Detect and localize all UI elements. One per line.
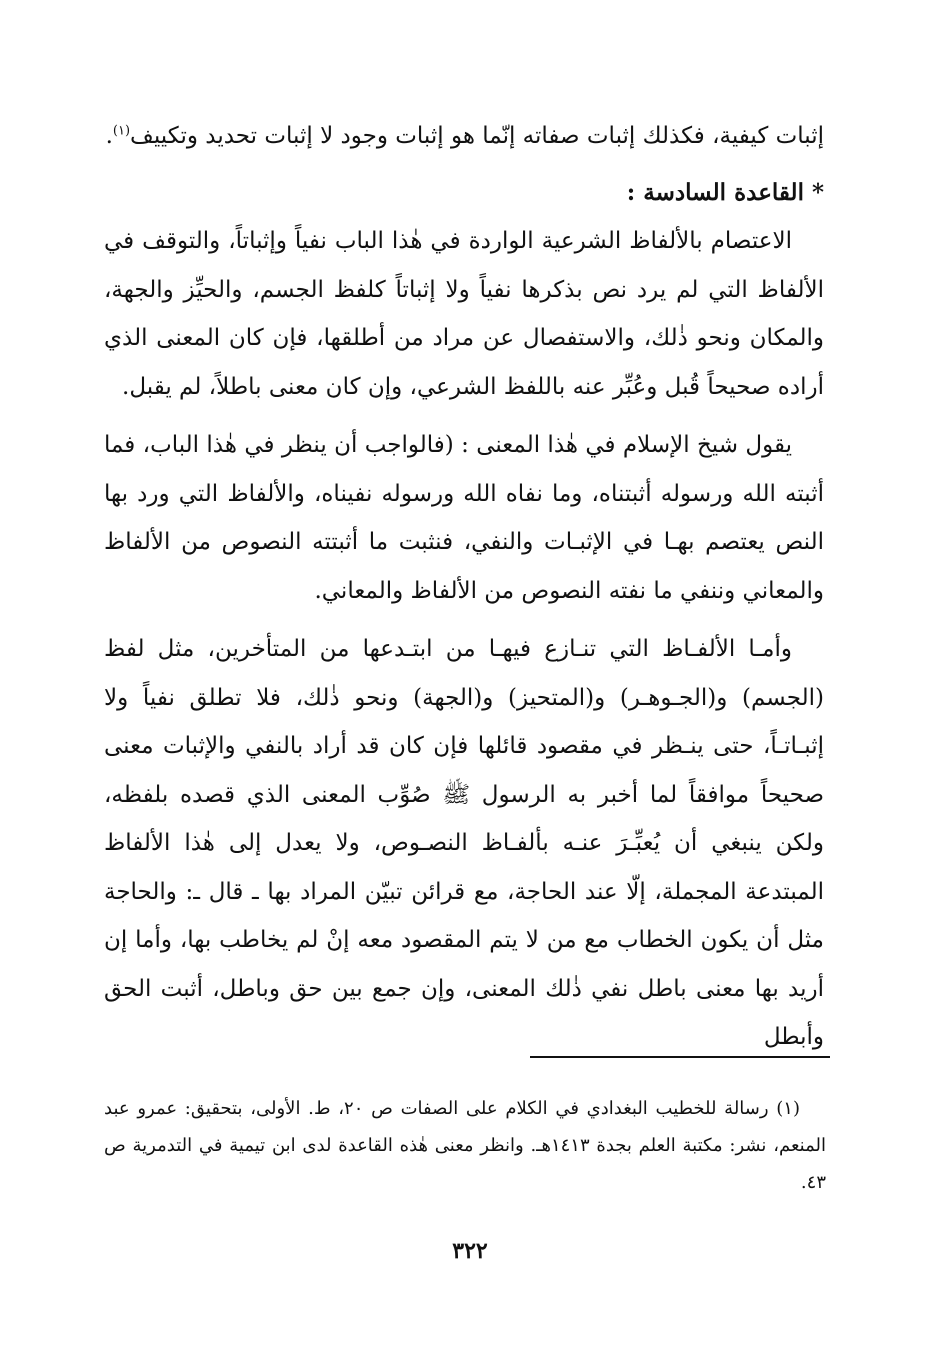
footnote-reference: (١) (112, 123, 131, 139)
page-number: ٣٢٢ (452, 1238, 488, 1264)
paragraph-continuation (104, 112, 824, 161)
footnote-text: (١) رسالة للخطيب البغدادي في الكلام على الصفات ص ٢٠، ط. الأولى، بتحقيق: عمرو عبد المنعم، نشر: مكتبة العلم بجدة ١٤١٣هـ. وانظر معنى هٰذه القاعدة لدى ابن تيمية في التدمرية ص ٤٣. (104, 1098, 826, 1193)
section-heading: * القاعدة السادسة : (626, 178, 824, 206)
paragraph-rule: الاعتصام بالألفاظ الشرعية الواردة في هٰذا الباب نفياً وإثباتاً، والتوقف في الألفاظ التي لم يرد نص بذكرها نفياً ولا إثباتاً كلفظ الجسم، والحيِّز والجهة، والمكان ونحو ذٰلك، والاستفصال عن مراد من أطلقها، فإن كان المعنى الذي أراده صحيحاً قُبل وعُبِّر عنه باللفظ الشرعي، وإن كان معنى باطلاً، لم يقبل. (104, 228, 824, 400)
paragraph-continuation-text: إثبات كيفية، فكذلك إثبات صفاته إنّما هو إثبات وجود لا إثبات تحديد وتكييف (130, 123, 824, 149)
footnote-separator (530, 1056, 830, 1058)
paragraph-quote: يقول شيخ الإسلام في هٰذا المعنى : (فالواجب أن ينظر في هٰذا الباب، فما أثبته الله ورسوله أثبتناه، وما نفاه الله ورسوله نفيناه، والألفاظ التي ورد بها النص يعتصم بهـا في الإثبـات والنفي، فنثبت ما أثبتته النصوص من الألفاظ والمعاني وننفي ما نفته النصوص من الألفاظ والمعاني. (104, 432, 824, 604)
paragraph-terms: وأمـا الألفـاظ التي تنـازع فيهـا من ابتـدعها من المتأخرين، مثل لفظ (الجسم) و(الجـوهـر) و(المتحيز) و(الجهة) ونحو ذٰلك، فلا تطلق نفياً ولا إثبـاتـاً، حتى ينـظر في مقصود قائلها فإن كان قد أراد بالنفي والإثبات معنى صحيحاً موافقاً لما أخبر به الرسول ﷺ صُوِّب المعنى الذي قصده بلفظه، ولكن ينبغي أن يُعبِّـرَ عنـه بألفـاظ النصـوص، ولا يعدل إلى هٰذا الألفاظ المبتدعة المجملة، إلّا عند الحاجة، مع قرائن تبيّن المراد بها ـ قال ـ: والحاجة مثل أن يكون الخطاب مع من لا يتم المقصود معه إنْ لم يخاطب بها، وأما إن أريد بها معنى باطل نفي ذٰلك المعنى، وإن جمع بين حق وباطل، أثبت الحق وأبطل (104, 636, 824, 1050)
main-text (104, 112, 824, 1062)
footnote (104, 1090, 826, 1201)
paragraph-continuation-end: . (105, 123, 113, 149)
